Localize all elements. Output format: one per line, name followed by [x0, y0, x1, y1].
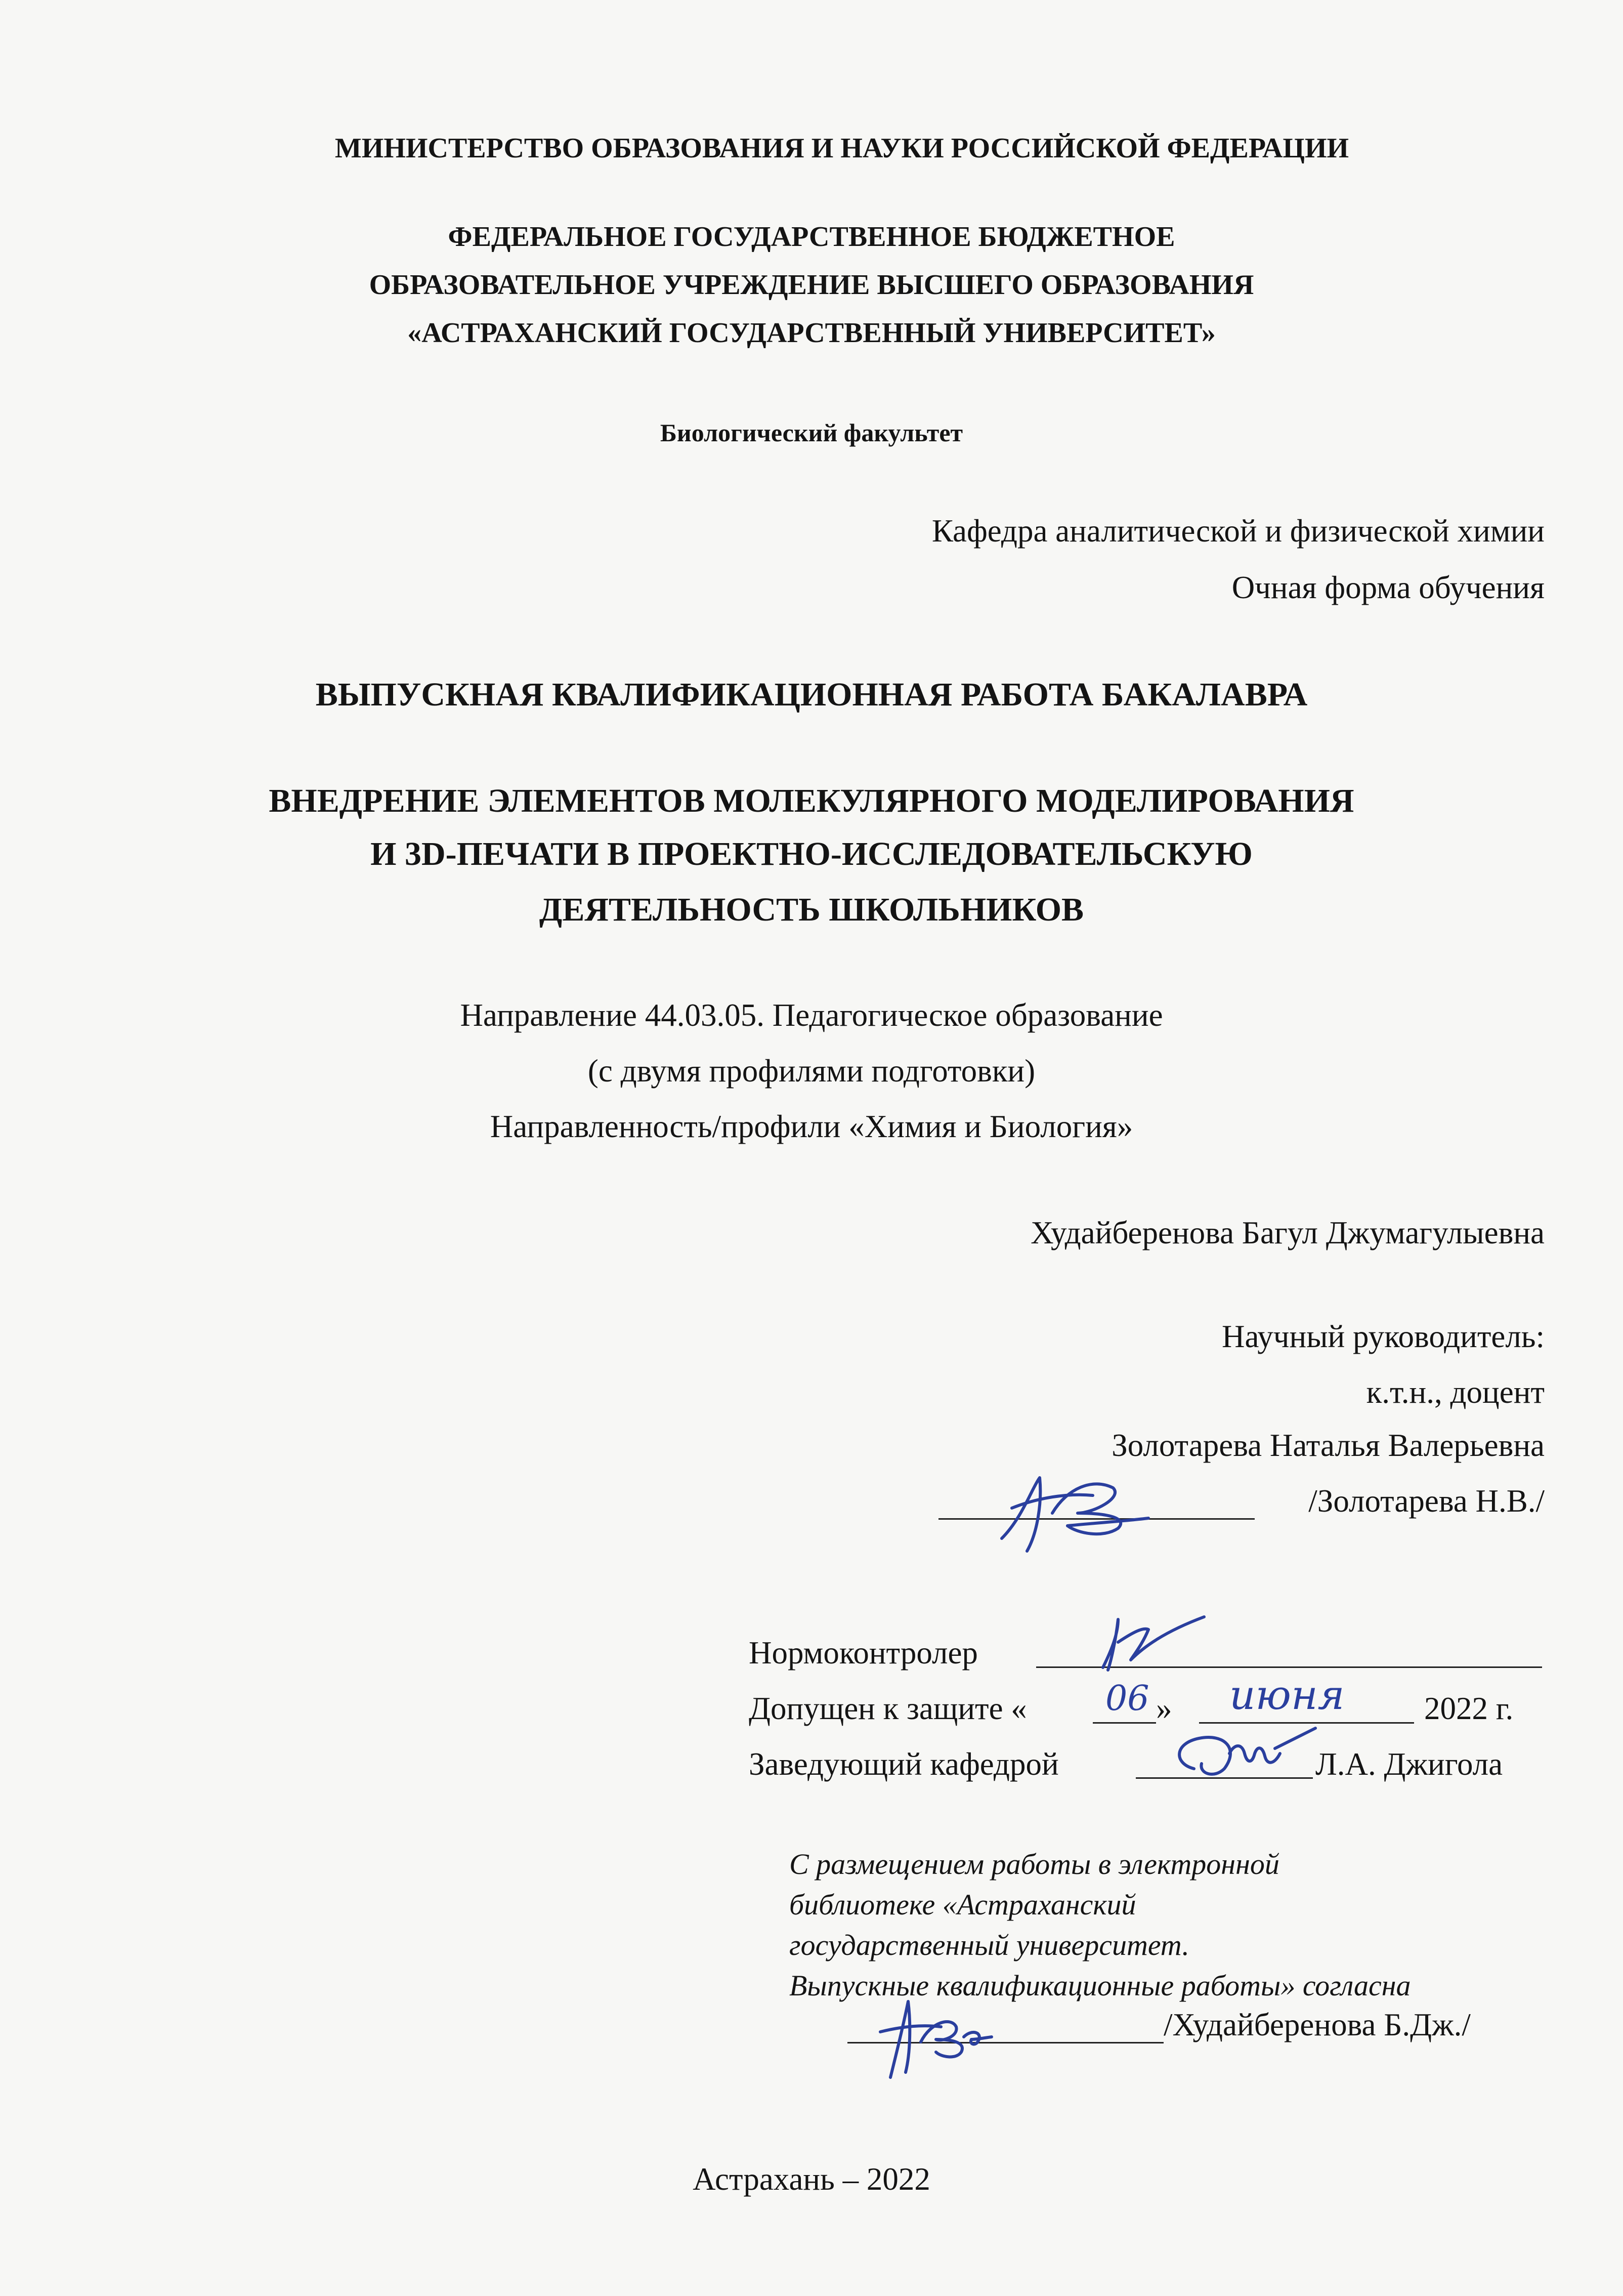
- head-label: Заведующий кафедрой: [749, 1746, 1059, 1782]
- admitted-day: 06: [1105, 1679, 1149, 1719]
- org-line-2: ОБРАЗОВАТЕЛЬНОЕ УЧРЕЖДЕНИЕ ВЫСШЕГО ОБРАЗОВАНИЯ: [369, 269, 1254, 301]
- student-name: Худайберенова Багул Джумагулыевна: [1031, 1215, 1545, 1250]
- ministry-heading: МИНИСТЕРСТВО ОБРАЗОВАНИЯ И НАУКИ РОССИЙСКОЙ ФЕДЕРАЦИИ: [334, 133, 1349, 164]
- head-signature: [1154, 1723, 1320, 1789]
- consent-signature-name: /Худайберенова Б.Дж./: [1164, 2007, 1471, 2042]
- consent-line-2: библиотеке «Астраханский: [789, 1888, 1136, 1921]
- supervisor-signature-name: /Золотарева Н.В./: [1308, 1483, 1545, 1519]
- consent-line-3: государственный университет.: [789, 1929, 1189, 1961]
- direction-line-3: Направленность/профили «Химия и Биология»: [490, 1109, 1133, 1144]
- normcontrol-signature: [1088, 1612, 1209, 1678]
- normcontrol-label: Нормоконтролер: [749, 1635, 978, 1671]
- direction-line-2: (с двумя профилями подготовки): [587, 1053, 1036, 1089]
- admitted-year: 2022 г.: [1424, 1691, 1514, 1726]
- supervisor-name: Золотарева Наталья Валерьевна: [1112, 1428, 1545, 1463]
- consent-line-1: С размещением работы в электронной: [789, 1848, 1279, 1881]
- faculty: Биологический факультет: [660, 419, 963, 447]
- work-type: ВЫПУСКНАЯ КВАЛИФИКАЦИОННАЯ РАБОТА БАКАЛАВРА: [315, 676, 1308, 713]
- org-line-3: «АСТРАХАНСКИЙ ГОСУДАРСТВЕННЫЙ УНИВЕРСИТЕТ»: [407, 317, 1216, 349]
- study-form: Очная форма обучения: [1231, 570, 1545, 605]
- head-name: Л.А. Джигола: [1315, 1746, 1503, 1782]
- direction-line-1: Направление 44.03.05. Педагогическое образование: [460, 997, 1163, 1033]
- org-line-1: ФЕДЕРАЛЬНОЕ ГОСУДАРСТВЕННОЕ БЮДЖЕТНОЕ: [448, 221, 1175, 253]
- consent-signature: [870, 1991, 997, 2082]
- consent-line-4: Выпускные квалификационные работы» согласна: [789, 1969, 1411, 2002]
- supervisor-degree: к.т.н., доцент: [1366, 1374, 1545, 1410]
- department: Кафедра аналитической и физической химии: [931, 513, 1545, 549]
- supervisor-signature: [992, 1457, 1159, 1559]
- city-year: Астрахань – 2022: [693, 2161, 930, 2197]
- topic-line-3: ДЕЯТЕЛЬНОСТЬ ШКОЛЬНИКОВ: [539, 891, 1084, 928]
- admitted-mid: »: [1156, 1691, 1172, 1726]
- topic-line-1: ВНЕДРЕНИЕ ЭЛЕМЕНТОВ МОЛЕКУЛЯРНОГО МОДЕЛИРОВАНИЯ: [269, 782, 1354, 819]
- supervisor-label: Научный руководитель:: [1222, 1319, 1545, 1354]
- admitted-month: июня: [1229, 1672, 1345, 1719]
- admitted-day-line: [1093, 1722, 1156, 1724]
- topic-line-2: И 3D-ПЕЧАТИ В ПРОЕКТНО-ИССЛЕДОВАТЕЛЬСКУЮ: [370, 836, 1253, 872]
- admitted-label: Допущен к защите «: [749, 1691, 1027, 1726]
